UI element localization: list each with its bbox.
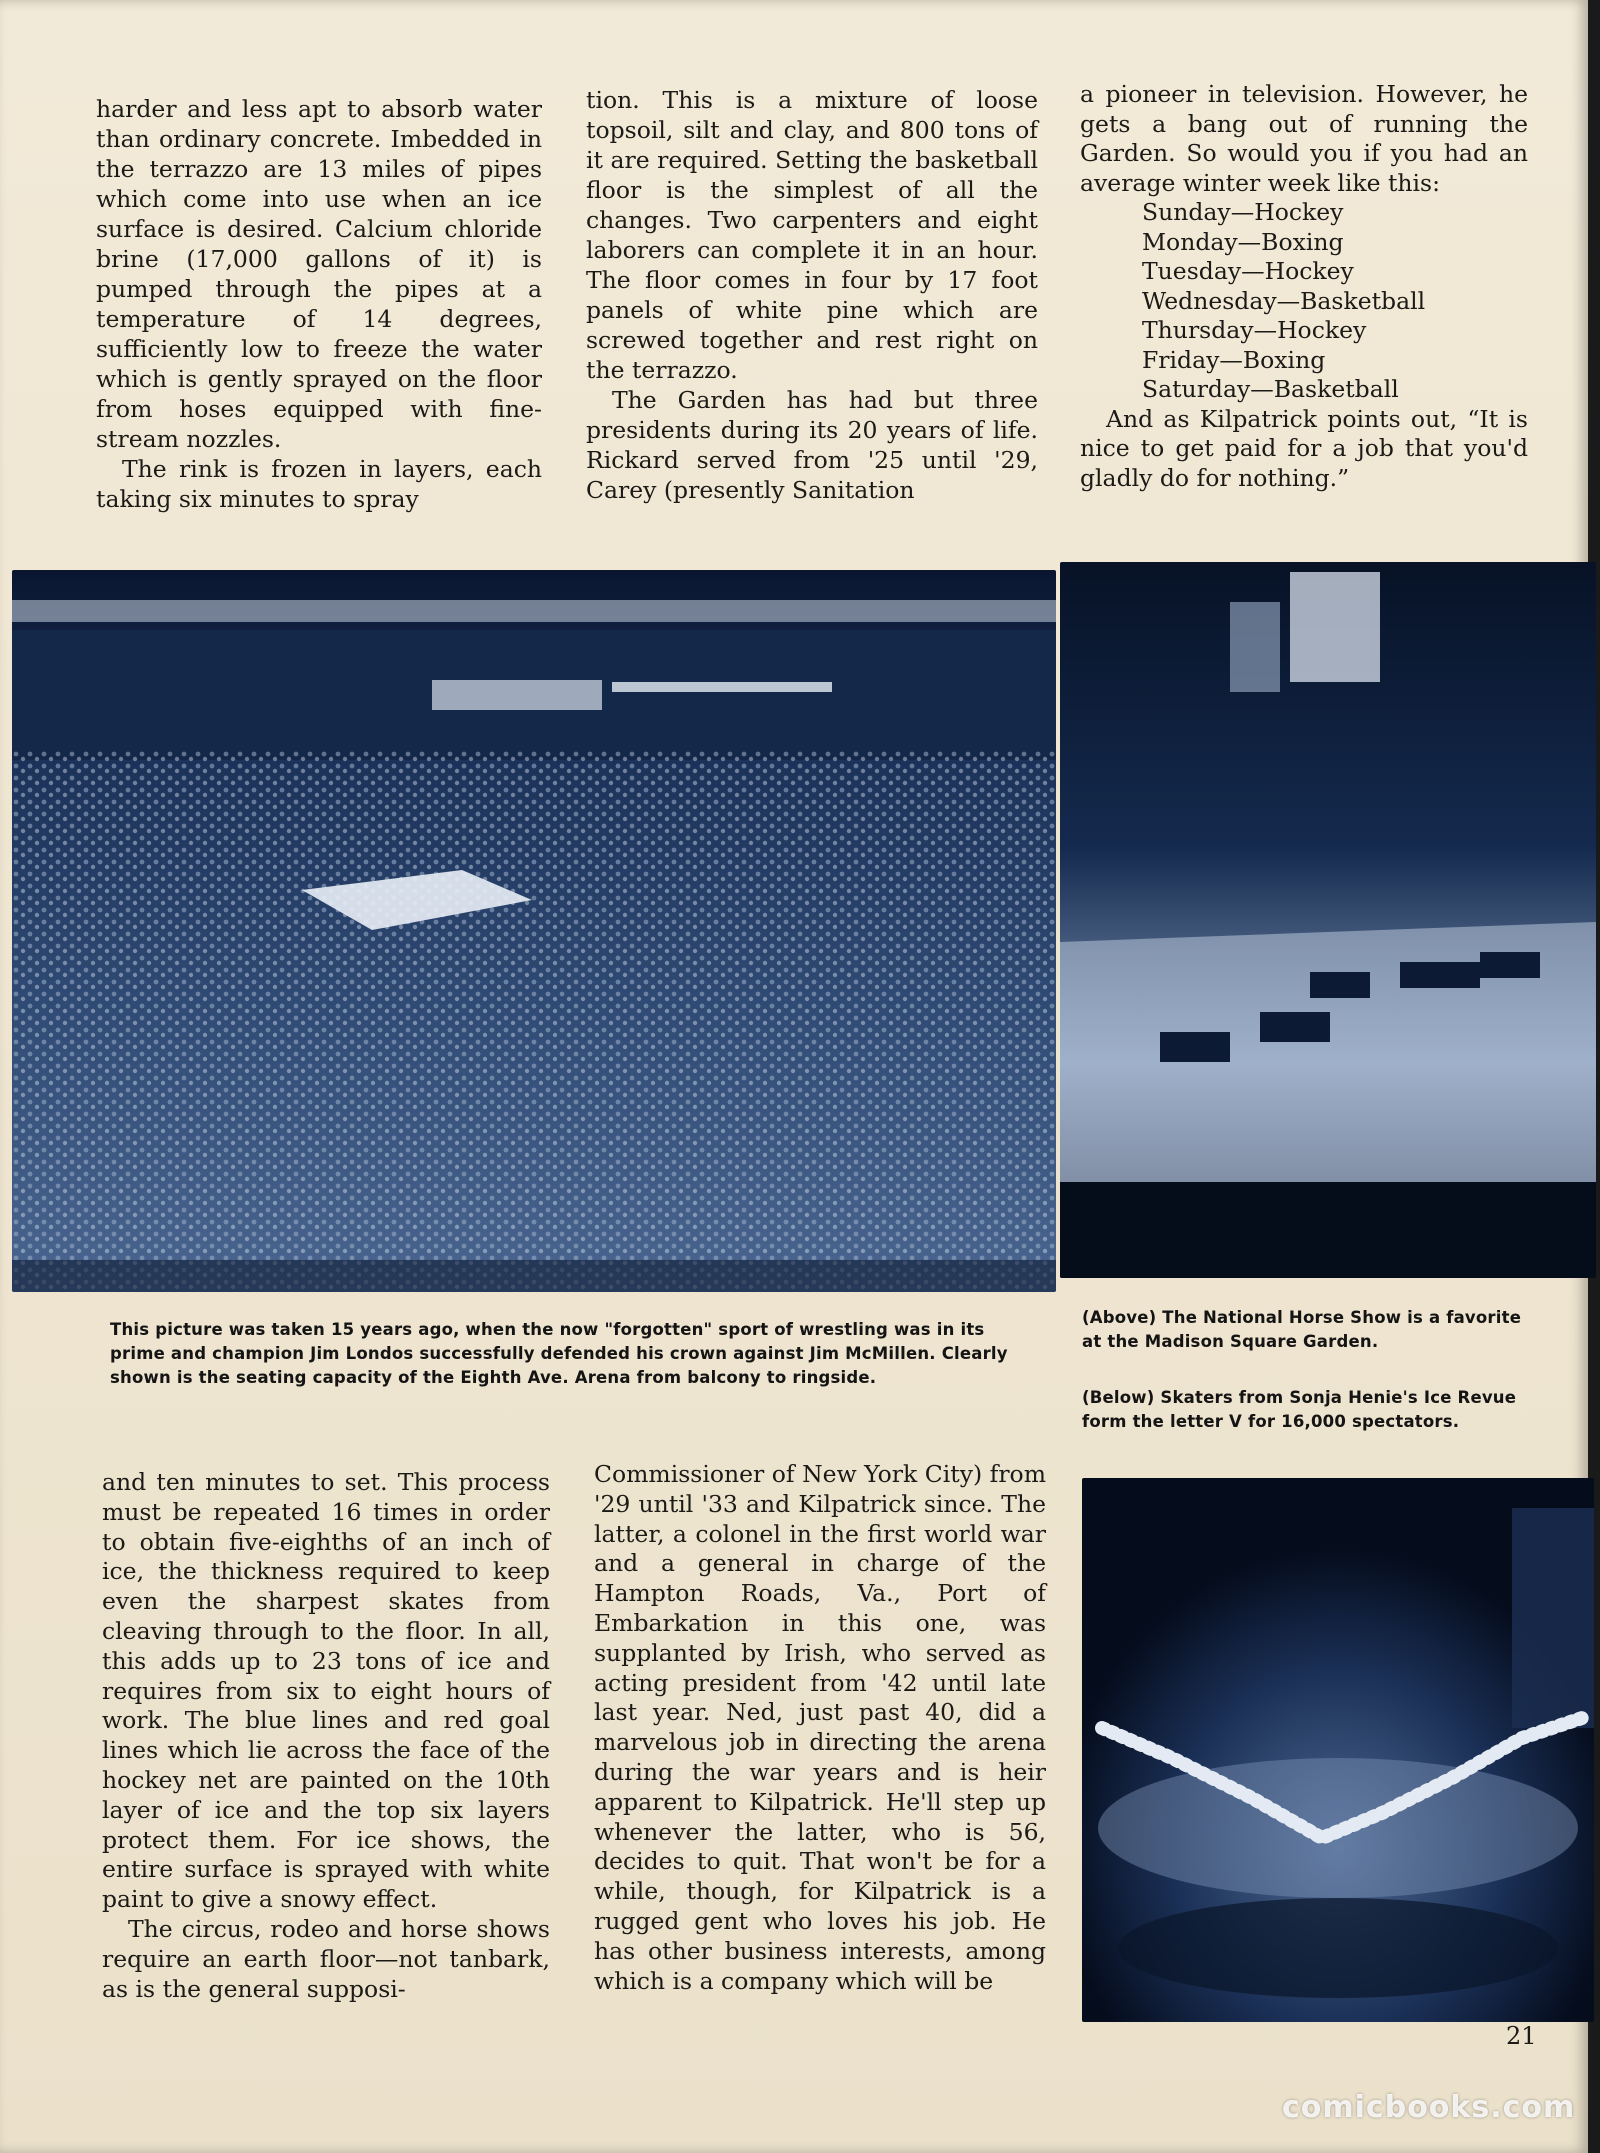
schedule-item: Friday—Boxing: [1142, 345, 1326, 374]
bottom-column-1: [102, 1468, 550, 2004]
top-column-3: [1080, 80, 1528, 493]
paragraph: The circus, rodeo and horse shows require an earth floor—not tanbark, as is the general supposi-: [102, 1914, 550, 2003]
schedule-item: Wednesday—Basketball: [1142, 286, 1426, 315]
schedule-item: Thursday—Hockey: [1142, 316, 1367, 344]
paragraph: Commissioner of New York City) from '29 until '33 and Kilpatrick since. The latter, a colonel in the first world war and a general in charge of the Hampton Roads, Va., Port of Embarkation in this one, was supplanted by Irish, who served as acting president from '42 until late last year. Ned, just past 40, did a marvelous job in directing the arena during the war years and is heir apparent to Kilpatrick. He'll step up whenever the latter, who is 56, decides to quit. That won't be for a while, though, for Kilpatrick is a rugged gent who loves his job. He has other business interests, among which is a company which will be: [594, 1460, 1046, 1995]
top-column-1: [96, 94, 542, 514]
schedule-item: Sunday—Hockey: [1142, 198, 1344, 226]
paragraph: and ten minutes to set. This process must be repeated 16 times in order to obtain five-eighths of an inch of ice, the thickness required to keep even the sharpest skates from cleaving through to the floor. In all, this adds up to 23 tons of ice and requires from six to eight hours of work. The blue lines and red goal lines which lie across the face of the hockey net are painted on the 10th layer of ice and the top six layers protect them. For ice shows, the entire surface is sprayed with white paint to give a snowy effect.: [102, 1468, 550, 1914]
schedule-item: Tuesday—Hockey: [1142, 257, 1354, 285]
schedule-item: Saturday—Basketball: [1142, 375, 1399, 403]
ice-revue-photo: [1082, 1478, 1594, 2022]
bottom-column-2: [594, 1460, 1046, 1996]
schedule-item: Monday—Boxing: [1142, 227, 1344, 256]
wrestling-photo-caption: This picture was taken 15 years ago, when the now "forgotten" sport of wrestling was in its prime and champion Jim Londos successfully defended his crown against Jim McMillen. Clearly shown is the seating capacity of the Eighth Ave. Arena from balcony to ringside.: [110, 1320, 1008, 1387]
ice-revue-caption: (Below) Skaters from Sonja Henie's Ice Revue form the letter V for 16,000 spectators.: [1082, 1388, 1517, 1431]
paragraph: tion. This is a mixture of loose topsoil, silt and clay, and 800 tons of it are required. Setting the basketball floor is the simplest of all the changes. Two carpenters and eight laborers can complete it in an hour. The floor comes in four by 17 foot panels of white pine which are screwed together and rest right on the terrazzo.: [586, 86, 1038, 384]
page-number: 21: [1506, 2022, 1537, 2050]
paragraph: And as Kilpatrick points out, “It is nice to get paid for a job that you'd gladly do for nothing.”: [1080, 404, 1528, 492]
top-column-2: [586, 85, 1038, 505]
horse-show-photo: [1060, 562, 1596, 1278]
wrestling-arena-photo: [12, 570, 1056, 1292]
watermark: comicbooks.com: [1282, 2090, 1576, 2125]
paragraph: a pioneer in television. However, he gets a bang out of running the Garden. So would you if you had an average winter week like this:: [1080, 80, 1528, 197]
weekly-schedule: [1080, 198, 1528, 405]
horse-show-caption: (Above) The National Horse Show is a favorite at the Madison Square Garden.: [1082, 1308, 1522, 1351]
paragraph: The Garden has had but three presidents during its 20 years of life. Rickard served from '25 until '29, Carey (presently Sanitation: [586, 386, 1038, 504]
paragraph: The rink is frozen in layers, each taking six minutes to spray: [96, 455, 542, 513]
paragraph: harder and less apt to absorb water than ordinary concrete. Imbedded in the terrazzo are 13 miles of pipes which come into use when an ice surface is desired. Calcium chloride brine (17,000 gallons of it) is pumped through the pipes at a temperature of 14 degrees, sufficiently low to freeze the water which is gently sprayed on the floor from hoses equipped with fine-stream nozzles.: [96, 95, 542, 453]
